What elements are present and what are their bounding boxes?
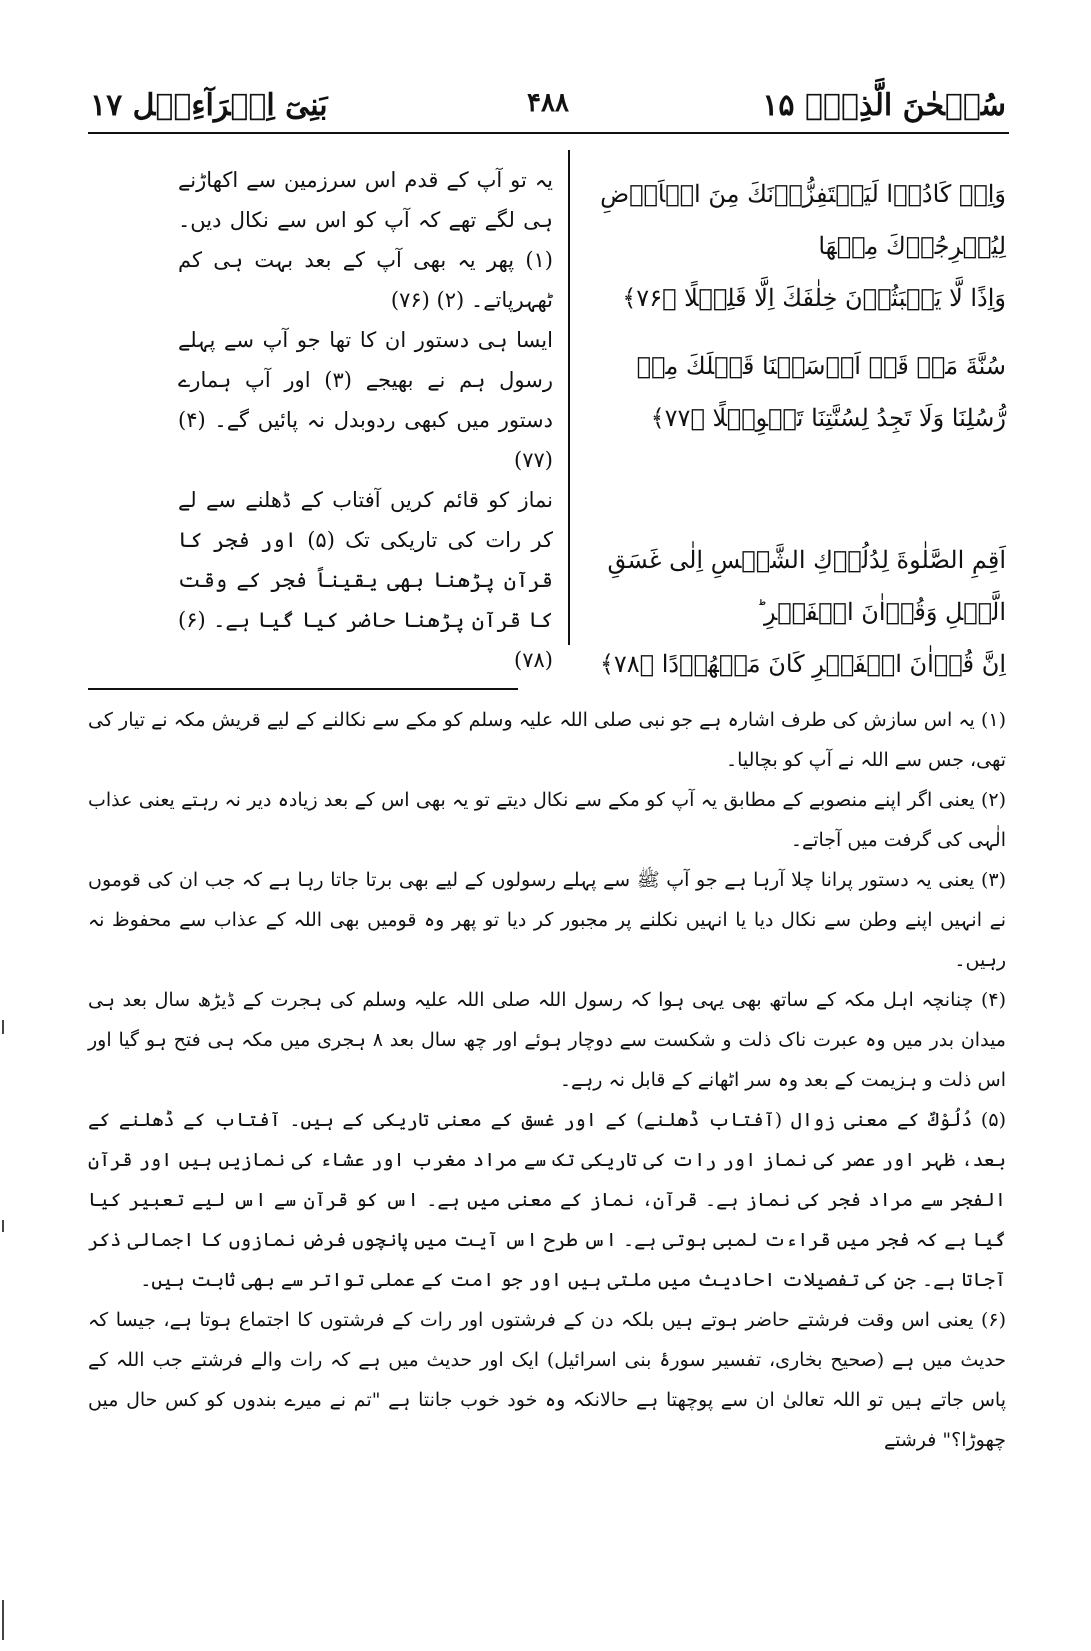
column-divider <box>568 150 570 645</box>
translation-77: ایسا ہی دستور ان کا تھا جو آپ سے پہلے رسول ہم نے بھیجے (۳) اور آپ ہمارے دستور میں کبھی ردوبدل نہ پائیں گے۔ (۴) (۷۷) <box>178 328 553 472</box>
header-divider <box>88 132 1009 134</box>
arabic-verse-76a: وَاِنۡ كَادُوۡا لَيَسۡتَفِزُّوۡنَكَ مِنَ الۡاَرۡضِ لِيُخۡرِجُوۡكَ مِنۡهَا <box>600 180 1006 260</box>
arabic-verse-76b: وَاِذًا لَّا يَلۡبَثُوۡنَ خِلٰفَكَ اِلَّا قَلِيۡلًا ﴿۷۶﴾ <box>622 284 1006 312</box>
arabic-column <box>585 168 1006 690</box>
footnote-3: (۳) یعنی یہ دستور پرانا چلا آرہا ہے جو آپ ﷺ سے پہلے رسولوں کے لیے بھی برتا جاتا رہا ہے کہ جب ان کی قوموں نے انہیں اپنے وطن سے نکال دیا یا انہیں نکلنے پر مجبور کر دیا تو پھر وہ قومیں بھی اللہ کے عذاب سے محفوظ نہ رہیں۔ <box>88 869 1006 971</box>
scan-mark <box>2 1020 4 1034</box>
footnote-divider <box>88 688 518 690</box>
page-number: ۴۸۸ <box>527 88 569 118</box>
arabic-verse-78b: اِنَّ قُرۡاٰنَ الۡفَجۡرِ كَانَ مَشۡهُوۡدًا ﴿۷۸﴾ <box>599 650 1006 678</box>
page-header <box>90 78 1006 128</box>
footnote-6: (۶) یعنی اس وقت فرشتے حاضر ہوتے ہیں بلکہ دن کے فرشتوں اور رات کے فرشتوں کا اجتماع ہوتا ہے، جیسا کہ حدیث میں ہے (صحیح بخاری، تفسیر سورۂ بنی اسرائیل) ایک اور حدیث میں ہے کہ رات والے فرشتے جب اللہ کے پاس جاتے ہیں تو اللہ تعالیٰ ان سے پوچھتا ہے حالانکہ وہ خود خوب جانتا ہے "تم نے میرے بندوں کو کس حال میں چھوڑا؟" فرشتے <box>88 1309 1006 1451</box>
footnote-1: (۱) یہ اس سازش کی طرف اشارہ ہے جو نبی صلی اللہ علیہ وسلم کو مکے سے نکالنے کے لیے قریش مکہ نے تیار کی تھی، جس سے اللہ نے آپ کو بچالیا۔ <box>88 709 1006 771</box>
arabic-verse-77: سُنَّةَ مَنۡ قَدۡ اَرۡسَلۡنَا قَبۡلَكَ مِنۡ رُّسُلِنَا وَلَا تَجِدُ لِسُنَّتِنَا تَحۡوِيۡلًا ﴿۷۷﴾ <box>636 352 1006 432</box>
footnote-2: (۲) یعنی اگر اپنے منصوبے کے مطابق یہ آپ کو مکے سے نکال دیتے تو یہ بھی اس کے بعد زیادہ دیر نہ رہتے یعنی عذاب الٰہی کی گرفت میں آجاتے۔ <box>88 789 1006 851</box>
scan-mark <box>2 1600 4 1640</box>
translation-78: نماز کو قائم کریں آفتاب کے ڈھلنے سے لے کر رات کی تاریکی تک (۵) اور فجر کا قرآن پڑھنا بھی یقیناً فجر کے وقت کا قرآن پڑھنا حاضر کیا گیا ہے۔ (۶) (۷۸) <box>178 488 554 672</box>
footnote-4: (۴) چنانچہ اہل مکہ کے ساتھ بھی یہی ہوا کہ رسول اللہ صلی اللہ علیہ وسلم کی ہجرت کے ڈیڑھ سال بعد ہی میدان بدر میں وہ عبرت ناک ذلت و شکست سے دوچار ہوئے اور چھ سال بعد ۸ ہجری میں مکہ ہی فتح ہو گیا اور اس ذلت و ہزیمت کے بعد وہ سر اٹھانے کے قابل نہ رہے۔ <box>88 989 1007 1091</box>
footnotes <box>88 700 1006 1460</box>
translation-column <box>178 160 553 680</box>
arabic-verse-78a: اَقِمِ الصَّلٰوةَ لِدُلُوۡكِ الشَّمۡسِ اِلٰى غَسَقِ الَّيۡلِ وَقُرۡاٰنَ الۡفَجۡرِ ؕ <box>607 546 1006 626</box>
surah-name: بَنِیٓ اِسۡرَآءِیۡل ۱۷ <box>90 88 328 123</box>
footnote-5: (۵) دُلُوْكٌ کے معنی زوال (آفتاب ڈھلنے) کے اور غسق کے معنی تاریکی کے ہیں۔ آفتاب کے ڈھلنے کے بعد، ظہر اور عصر کی نماز اور رات کی تاریکی تک سے مراد مغرب اور عشاء کی نمازیں ہیں اور قرآن الفجر سے مراد فجر کی نماز ہے۔ قرآن، نماز کے معنی میں ہے۔ اس کو قرآن سے اس لیے تعبیر کیا گیا ہے کہ فجر میں قراءت لمبی ہوتی ہے۔ اس طرح اس آیت میں پانچوں فرض نمازوں کا اجمالی ذکر آجاتا ہے۔ جن کی تفصیلات احادیث میں ملتی ہیں اور جو امت کے عملی تواتر سے بھی ثابت ہیں۔ <box>88 1109 1006 1291</box>
juz-name: سُبۡحٰنَ الَّذِیۡٓ ۱۵ <box>762 88 1006 123</box>
translation-76: یہ تو آپ کے قدم اس سرزمین سے اکھاڑنے ہی لگے تھے کہ آپ کو اس سے نکال دیں۔ (۱) پھر یہ بھی آپ کے بعد بہت ہی کم ٹھہرپاتے۔ (۲) (۷۶) <box>178 168 553 312</box>
scan-mark <box>2 1220 4 1232</box>
